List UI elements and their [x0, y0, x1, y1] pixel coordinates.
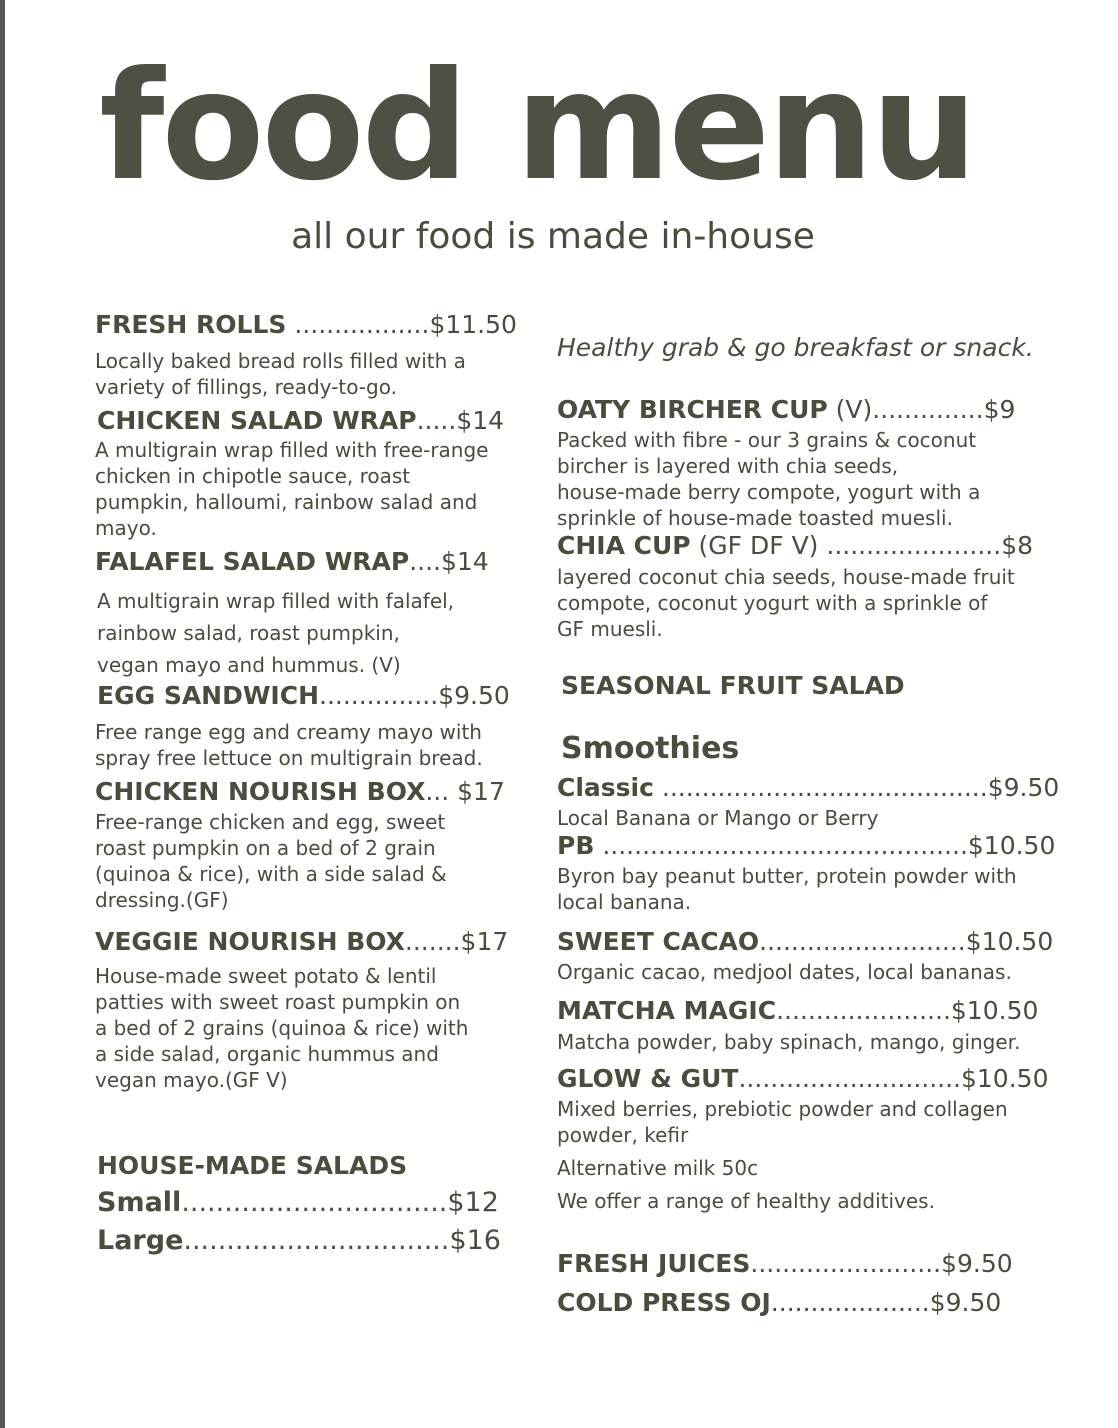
item-price: $9 [983, 395, 1016, 424]
item-dots: ........................ [750, 1249, 942, 1278]
desc-line: chicken in chipotle sauce, roast [95, 464, 411, 488]
desc-line: Byron bay peanut butter, protein powder with [557, 864, 1017, 888]
item-description [557, 805, 878, 831]
item-description [95, 963, 468, 1093]
desc-line: layered coconut chia seeds, house-made fruit [557, 565, 1015, 589]
desc-line: House-made sweet potato & lentil [95, 964, 437, 988]
desc-line: (quinoa & rice), with a side salad & [95, 862, 447, 886]
item-description [557, 427, 980, 531]
page-edge [0, 0, 5, 1428]
item-price: $14 [441, 547, 489, 576]
item-name: FRESH JUICES [557, 1249, 751, 1278]
item-name: FRESH ROLLS [95, 310, 287, 339]
item-name: FALAFEL SALAD WRAP [95, 547, 410, 576]
item-description [95, 437, 488, 541]
desc-line: A multigrain wrap filled with free-range [95, 438, 489, 462]
item-price: $17 [460, 927, 509, 956]
menu-item-oaty-bircher-cup [557, 395, 1015, 424]
menu-item-falafel-salad-wrap [95, 547, 489, 576]
item-description [557, 564, 1015, 642]
desc-line: sprinkle of house-made toasted muesli. [557, 506, 953, 530]
item-description [557, 863, 1017, 915]
menu-item-chicken-nourish-box [95, 777, 505, 806]
item-name: CHIA CUP [557, 531, 691, 560]
item-name: MATCHA MAGIC [557, 996, 777, 1025]
item-price: $16 [449, 1225, 501, 1256]
drink-fresh-juices [557, 1249, 1013, 1278]
smoothie-sweet-cacao [557, 927, 1053, 956]
item-price: $17 [457, 777, 505, 806]
item-dots: ............................... [183, 1225, 450, 1256]
page-title: food menu [99, 40, 975, 214]
item-dots: .................... [770, 1288, 930, 1317]
item-price: $8 [1001, 531, 1034, 560]
item-description [97, 585, 454, 681]
item-price: $12 [447, 1187, 499, 1218]
salad-size-large [97, 1225, 501, 1256]
grab-and-go-intro: Healthy grab & go breakfast or snack. [557, 333, 1034, 362]
menu-item-fresh-rolls [95, 310, 517, 339]
alternative-milk-note: Alternative milk 50c [557, 1156, 759, 1180]
desc-line: patties with sweet roast pumpkin on [95, 990, 461, 1014]
item-price: $14 [456, 406, 505, 435]
desc-line: Local Banana or Mango or Berry [557, 806, 879, 830]
item-dots: ....... [404, 927, 461, 956]
menu-item-egg-sandwich [97, 681, 510, 710]
desc-line: roast pumpkin on a bed of 2 grain [95, 836, 436, 860]
item-price: $9.50 [929, 1288, 1002, 1317]
smoothies-heading: Smoothies [561, 731, 740, 766]
desc-line: rainbow salad, roast pumpkin, [97, 621, 400, 645]
item-price: $11.50 [429, 310, 517, 339]
menu-item-veggie-nourish-box [95, 927, 508, 956]
salad-size-small [97, 1187, 499, 1218]
item-name: GLOW & GUT [557, 1064, 739, 1093]
menu-item-chicken-salad-wrap [97, 406, 504, 435]
item-name: Small [97, 1187, 182, 1218]
item-dots: ............................... [181, 1187, 448, 1218]
desc-line: a bed of 2 grains (quinoa & rice) with [95, 1016, 469, 1040]
desc-line: Mixed berries, prebiotic powder and collagen [557, 1097, 1008, 1121]
item-description [557, 959, 1012, 985]
desc-line: Free range egg and creamy mayo with [95, 720, 482, 744]
desc-line: Packed with fibre - our 3 grains & coconut [557, 428, 977, 452]
desc-line: Locally baked bread rolls filled with a [95, 349, 466, 373]
item-price: $9.50 [987, 773, 1060, 802]
smoothie-pb [557, 831, 1055, 860]
item-dots: ...................... [826, 531, 1002, 560]
item-description [95, 719, 483, 771]
smoothie-classic [557, 773, 1059, 802]
desc-line: pumpkin, halloumi, rainbow salad and [95, 490, 478, 514]
item-dots: .............................................. [594, 831, 968, 860]
item-dots: ............... [319, 681, 439, 710]
desc-line: house-made berry compote, yogurt with a [557, 480, 981, 504]
desc-line: Matcha powder, baby spinach, mango, ginger. [557, 1030, 1021, 1054]
desc-line: mayo. [95, 516, 157, 540]
item-price: $9.50 [941, 1249, 1013, 1278]
desc-line: powder, kefir [557, 1123, 689, 1147]
item-name: PB [557, 831, 595, 860]
item-name: COLD PRESS OJ [557, 1288, 771, 1317]
item-name: Classic [557, 773, 654, 802]
item-dots: ............................ [738, 1064, 961, 1093]
item-dots: ...................... [776, 996, 951, 1025]
salads-heading: HOUSE-MADE SALADS [97, 1151, 408, 1180]
additives-note: We offer a range of healthy additives. [557, 1189, 935, 1213]
item-name: VEGGIE NOURISH BOX [95, 927, 405, 956]
item-dots: .......................... [759, 927, 966, 956]
item-tag: (V) [827, 395, 873, 424]
desc-line: dressing.(GF) [95, 888, 229, 912]
item-name: Large [97, 1225, 184, 1256]
item-description [557, 1029, 1020, 1055]
desc-line: vegan mayo and hummus. (V) [97, 653, 401, 677]
item-dots: ... [425, 777, 458, 806]
item-description [95, 809, 447, 913]
item-dots: .... [409, 547, 442, 576]
item-dots: .............. [872, 395, 984, 424]
item-description [95, 348, 466, 400]
page-subtitle: all our food is made in-house [291, 216, 815, 257]
item-name: CHICKEN SALAD WRAP [97, 406, 417, 435]
smoothie-glow-and-gut [557, 1064, 1048, 1093]
desc-line: compote, coconut yogurt with a sprinkle of [557, 591, 988, 615]
item-dots: ..... [416, 406, 457, 435]
desc-line: vegan mayo.(GF V) [95, 1068, 288, 1092]
desc-line: Free-range chicken and egg, sweet [95, 810, 446, 834]
desc-line: bircher is layered with chia seeds, [557, 454, 899, 478]
desc-line: variety of fillings, ready-to-go. [95, 375, 397, 399]
item-name: CHICKEN NOURISH BOX [95, 777, 426, 806]
desc-line: GF muesli. [557, 617, 663, 641]
desc-line: Organic cacao, medjool dates, local bananas. [557, 960, 1012, 984]
item-description [557, 1096, 1008, 1148]
menu-item-chia-cup [557, 531, 1033, 560]
item-price: $10.50 [967, 831, 1056, 860]
item-dots: ................. [286, 310, 430, 339]
smoothie-matcha-magic [557, 996, 1038, 1025]
item-tag: (GF DF V) [690, 531, 827, 560]
item-name: OATY BIRCHER CUP [557, 395, 828, 424]
drink-cold-press-oj [557, 1288, 1001, 1317]
item-price: $10.50 [950, 996, 1039, 1025]
item-dots: ......................................... [653, 773, 988, 802]
item-price: $9.50 [438, 681, 510, 710]
item-price: $10.50 [961, 1064, 1049, 1093]
desc-line: A multigrain wrap filled with falafel, [97, 589, 455, 613]
desc-line: spray free lettuce on multigrain bread. [95, 746, 483, 770]
seasonal-fruit-salad: SEASONAL FRUIT SALAD [561, 671, 905, 700]
desc-line: local banana. [557, 890, 692, 914]
item-price: $10.50 [965, 927, 1054, 956]
desc-line: a side salad, organic hummus and [95, 1042, 439, 1066]
item-name: EGG SANDWICH [97, 681, 319, 710]
item-name: SWEET CACAO [557, 927, 760, 956]
